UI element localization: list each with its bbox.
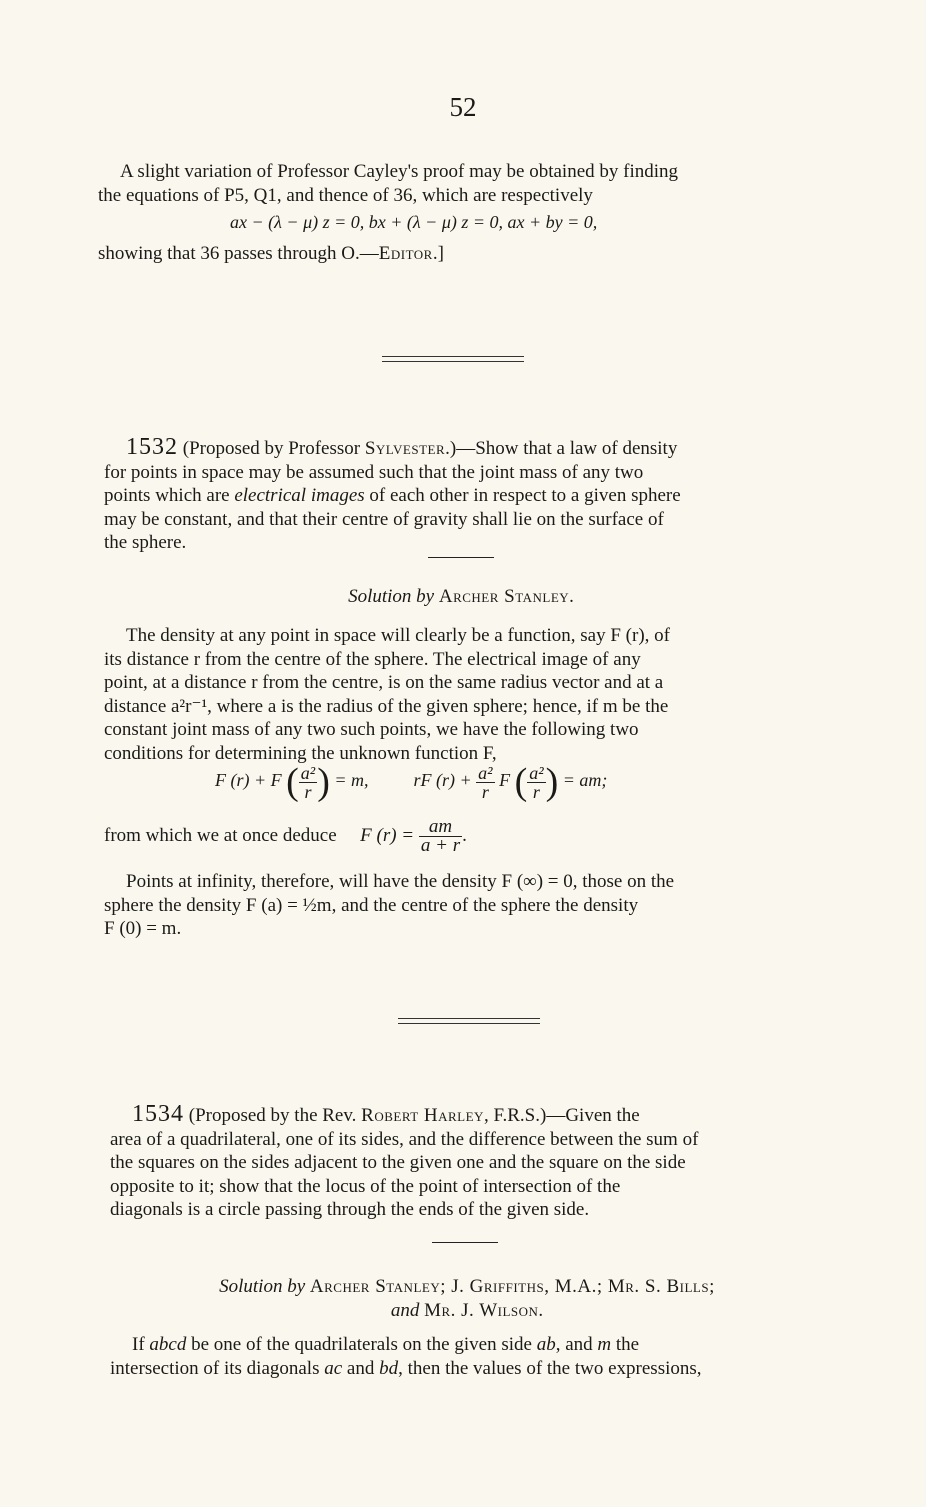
solution-heading-1532: Solution by Archer Stanley. — [348, 586, 574, 607]
intro-equation: ax − (λ − μ) z = 0, bx + (λ − μ) z = 0, ax + by = 0, — [230, 212, 598, 232]
solution-conclusion-1532: Points at infinity, therefore, will have the density F (∞) = 0, those on the sphere the density F (a) = ½m, and the centre of the sphere the density F (0) = m. — [104, 871, 675, 939]
page-number: 52 — [449, 92, 477, 122]
proposer-name: Robert Harley — [361, 1105, 484, 1126]
intro-line-1: A slight variation of Professor Cayley's proof may be obtained by finding — [120, 161, 679, 182]
proposer-name: Sylvester — [364, 438, 446, 459]
question-number: 1534 — [132, 1101, 184, 1127]
solution-body-1534: If abcd be one of the quadrilaterals on the given side ab, and m the intersection of its diagonals ac and bd, then the values of the two expressions, — [110, 1334, 702, 1379]
question-rule-2 — [432, 1242, 498, 1243]
question-rule-1 — [428, 557, 494, 558]
intro-paragraph — [98, 160, 810, 207]
equation-pair: F (r) + F ( $\frac{\text{a²}}{r}$ ) = m, rF (r) + $\frac{\text{a²}}{r}$ F ( $\frac{\text{a²}}{r}$ ) = am; — [215, 761, 608, 803]
question-1532: 1532 (Proposed by Professor Sylvester.)—Show that a law of density for points in space may be assumed such that the joint mass of any two points which are electrical images of each other in respect to a given sphere may be constant, and that their centre of gravity shall lie on the surface of the sphere. — [104, 434, 681, 553]
question-1534: 1534 (Proposed by the Rev. Robert Harley, F.R.S.)—Given the area of a quadrilateral, one of its sides, and the difference between the sum of the squares on the sides adjacent to the given one and the square on the side opposite to it; show that the locus of the point of intersection of the diagonals is a circle passing through the ends of the given side. — [110, 1101, 699, 1220]
fraction: $\frac{am}{a + r}$ — [420, 816, 461, 856]
section-divider-1 — [382, 356, 524, 362]
editor-label: Editor — [378, 243, 433, 264]
question-number: 1532 — [126, 434, 178, 460]
deduction-line: from which we at once deduce F (r) = $\frac{am}{a + r}$ . — [104, 816, 467, 856]
fraction: $\frac{\text{a²}}{r}$ — [478, 762, 493, 802]
section-divider-2 — [398, 1018, 540, 1024]
intro-closing: showing that 36 passes through O.—Editor.] — [98, 243, 444, 264]
solver-name: Archer Stanley — [438, 586, 570, 607]
intro-line-3: showing that 36 passes through O.— — [98, 243, 379, 264]
fraction: $\frac{\text{a²}}{r}$ — [300, 762, 316, 802]
solution-heading-1534: Solution by Archer Stanley; J. Griffiths, M.A.; Mr. S. Bills; and Mr. J. Wilson. — [219, 1276, 715, 1321]
intro-line-2: the equations of P5, Q1, and thence of 36, which are respectively — [98, 184, 593, 206]
solution-body-1532: The density at any point in space will clearly be a function, say F (r), of its distance r from the centre of the sphere. The electrical image of any point, at a distance r from the centre, is on the same radius vector and at a distance a²r⁻¹, where a is the radius of the given sphere; hence, if m be the constant joint mass of any two such points, we have the following two conditions for determining the unknown function F, — [104, 625, 670, 764]
fraction: $\frac{\text{a²}}{r}$ — [529, 762, 544, 802]
solver-names: Archer Stanley; J. Griffiths, M.A.; Mr. S. Bills; — [309, 1276, 715, 1297]
